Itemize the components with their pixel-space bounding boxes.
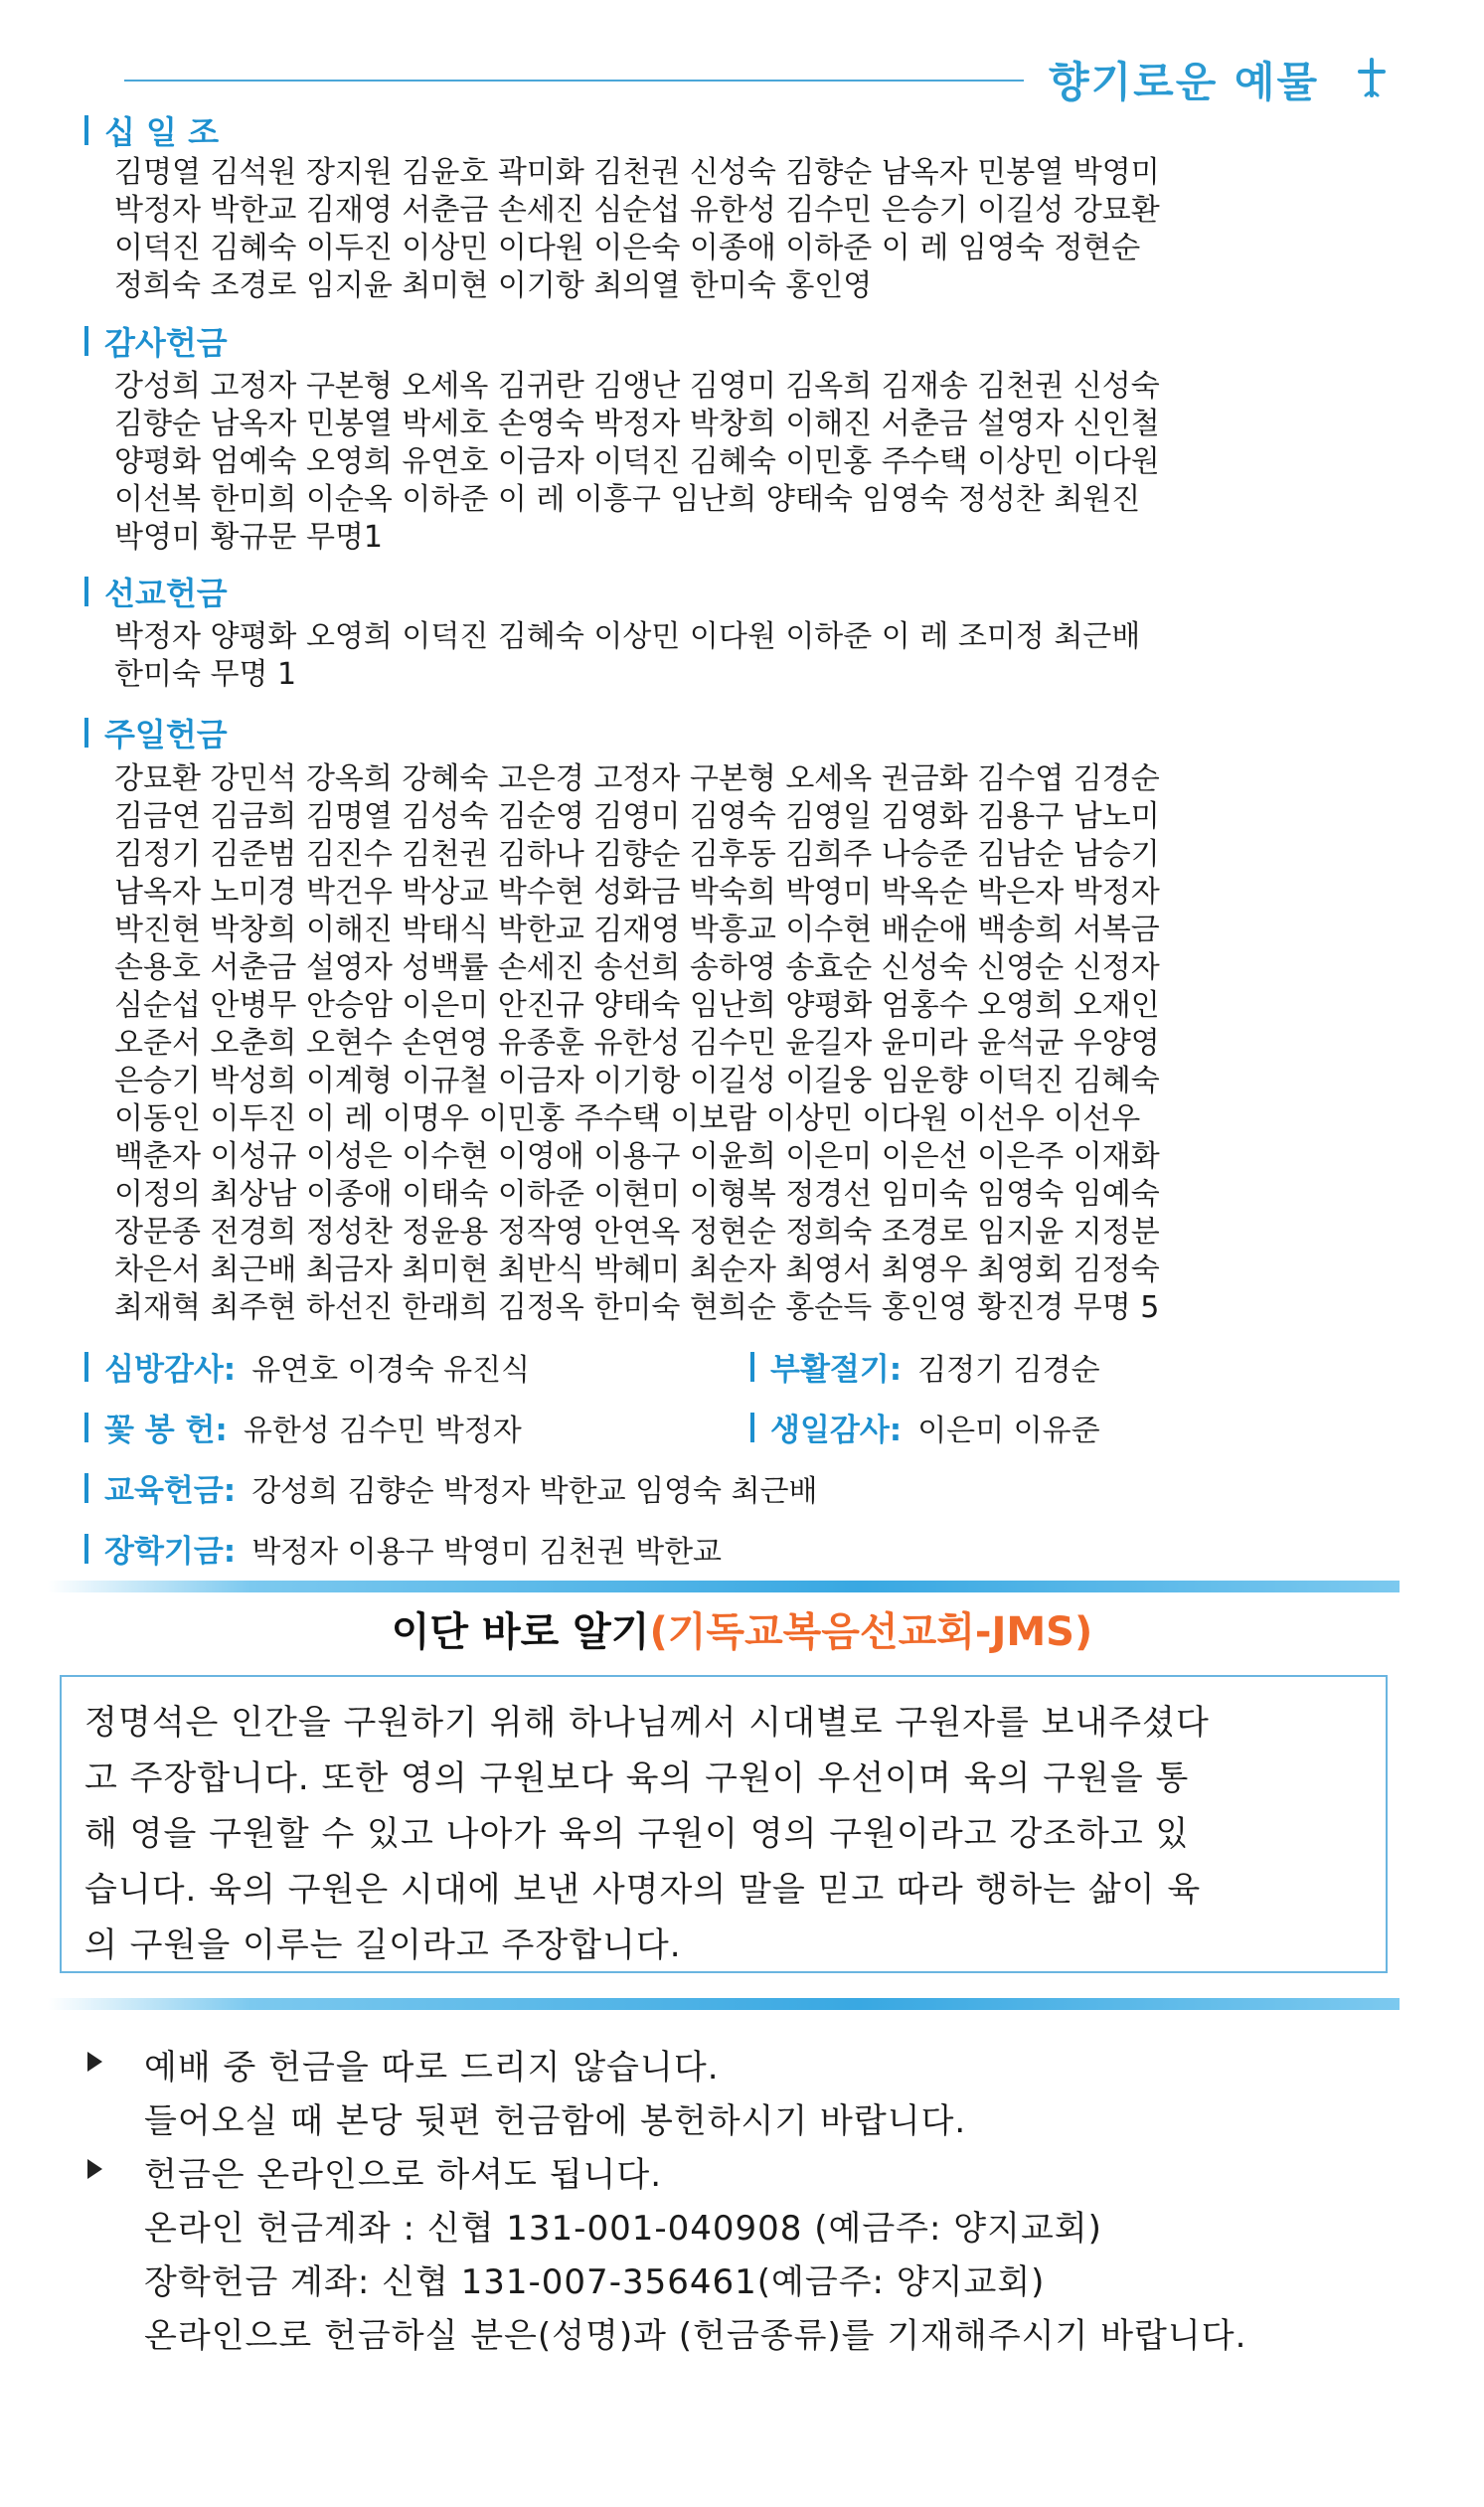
name-row: 이선복 한미희 이순옥 이하준 이 레 이흥구 임난희 양태숙 임영숙 정성찬 최원진: [114, 482, 1141, 517]
section-bar: [84, 1473, 88, 1503]
name-row: 박진현 박창희 이해진 박태식 박한교 김재영 박흥교 이수현 배순애 백송희 서복금: [114, 913, 1160, 947]
header-rule: [124, 80, 1024, 82]
section-bar: [84, 115, 88, 145]
section-label: 주일헌금: [104, 716, 228, 753]
name-row: 이정의 최상남 이종애 이태숙 이하준 이현미 이형복 정경선 임미숙 임영숙 임예숙: [114, 1177, 1160, 1212]
section-names: 유한성 김수민 박정자: [243, 1413, 522, 1448]
name-row: 이동인 이두진 이 레 이명우 이민홍 주수택 이보람 이상민 이다원 이선우 이선우: [114, 1101, 1141, 1136]
section-names: 박정자 이용구 박영미 김천권 박한교: [251, 1534, 723, 1570]
section-names: 유연호 이경숙 유진식: [251, 1352, 531, 1388]
section-label: 교육헌금:: [104, 1473, 237, 1509]
section-bar: [84, 1534, 88, 1564]
page-title: 향기로운 예물: [1049, 58, 1320, 106]
section-names: 이은미 이유준: [917, 1413, 1100, 1448]
section-label: 선교헌금: [104, 575, 228, 612]
section-label: 장학기금:: [104, 1534, 237, 1570]
section-education: [84, 1465, 818, 1510]
section-bar: [84, 577, 88, 606]
name-row: 장문종 전경희 정성찬 정윤용 정작영 안연옥 정현순 정희숙 조경로 임지윤 지정분: [114, 1215, 1160, 1250]
section-birthday: [750, 1405, 1100, 1449]
section-thanks-heading: [84, 318, 228, 364]
section-scholarship: [84, 1526, 722, 1571]
name-row: 은승기 박성희 이계형 이규철 이금자 이기항 이길성 이길웅 임운향 이덕진 김혜숙: [114, 1064, 1160, 1098]
name-row: 박정자 박한교 김재영 서춘금 손세진 심순섭 유한성 김수민 은승기 이길성 강묘환: [114, 193, 1160, 228]
cult-info-line: 고 주장합니다. 또한 영의 구원보다 육의 구원이 우선이며 육의 구원을 통: [84, 1758, 1190, 1798]
name-row: 강성희 고정자 구본형 오세옥 김귀란 김앵난 김영미 김옥희 김재송 김천권 신성숙: [114, 369, 1160, 404]
notice-line: 헌금은 온라인으로 하셔도 됩니다.: [144, 2155, 663, 2195]
section-names: 강성희 김향순 박정자 박한교 임영숙 최근배: [251, 1473, 818, 1509]
cross-icon: [1354, 56, 1390, 99]
notice-line: 들어오실 때 본당 뒷편 헌금함에 봉헌하시기 바랍니다.: [144, 2101, 967, 2141]
section-divider: [48, 1998, 1400, 2010]
name-row: 심순섭 안병무 안승암 이은미 안진규 양태숙 임난희 양평화 엄홍수 오영희 오재인: [114, 988, 1160, 1023]
name-row: 박정자 양평화 오영희 이덕진 김혜숙 이상민 이다원 이하준 이 레 조미정 최근배: [114, 619, 1141, 654]
bullet-arrow-icon: [87, 2052, 102, 2072]
notice-line: 온라인 헌금계좌 : 신협 131-001-040908 (예금주: 양지교회): [144, 2209, 1102, 2249]
section-bar: [750, 1413, 754, 1442]
cult-info-line: 해 영을 구원할 수 있고 나아가 육의 구원이 영의 구원이라고 강조하고 있: [84, 1814, 1190, 1854]
name-row: 김향순 남옥자 민봉열 박세호 손영숙 박정자 박창희 이해진 서춘금 설영자 신인철: [114, 407, 1160, 441]
notice-line: 온라인으로 헌금하실 분은(성명)과 (헌금종류)를 기재해주시기 바랍니다.: [144, 2316, 1247, 2356]
section-bar: [84, 326, 88, 356]
name-row: 차은서 최근배 최금자 최미현 최반식 박혜미 최순자 최영서 최영우 최영회 김정숙: [114, 1253, 1160, 1287]
notice-line: 장학헌금 계좌: 신협 131-007-356461(예금주: 양지교회): [144, 2262, 1046, 2302]
name-row: 정희숙 조경로 임지윤 최미현 이기항 최의열 한미숙 홍인영: [114, 268, 873, 303]
section-label: 부활절기:: [770, 1352, 903, 1388]
section-easter: [750, 1344, 1100, 1389]
section-bar: [84, 1352, 88, 1382]
section-names: 김정기 김경순: [917, 1352, 1100, 1388]
section-bar: [84, 1413, 88, 1442]
cult-info-title: [0, 1600, 1484, 1657]
cult-info-title-main: 이단 바로 알기: [391, 1609, 650, 1655]
section-divider: [48, 1581, 1400, 1592]
section-mission-heading: [84, 569, 228, 614]
section-tithe-heading: [84, 107, 219, 153]
name-row: 손용호 서춘금 설영자 성백률 손세진 송선희 송하영 송효순 신성숙 신영순 신정자: [114, 950, 1160, 985]
name-row: 박영미 황규문 무명1: [114, 520, 383, 555]
cult-info-line: 정명석은 인간을 구원하기 위해 하나님께서 시대별로 구원자를 보내주셨다: [84, 1703, 1210, 1743]
name-row: 김정기 김준범 김진수 김천권 김하나 김향순 김후동 김희주 나승준 김남순 남승기: [114, 837, 1160, 872]
name-row: 한미숙 무명 1: [114, 657, 297, 692]
name-row: 김명열 김석원 장지원 김윤호 곽미화 김천권 신성숙 김향순 남옥자 민봉열 박영미: [114, 155, 1160, 190]
bullet-arrow-icon: [87, 2159, 102, 2179]
cult-info-title-sub: (기독교복음선교회-JMS): [649, 1609, 1093, 1655]
name-row: 이덕진 김혜숙 이두진 이상민 이다원 이은숙 이종애 이하준 이 레 임영숙 정현순: [114, 231, 1141, 265]
section-label: 감사헌금: [104, 324, 228, 362]
cult-info-line: 습니다. 육의 구원은 시대에 보낸 사명자의 말을 믿고 따라 행하는 삶이 육: [84, 1870, 1202, 1910]
name-row: 김금연 김금희 김명열 김성숙 김순영 김영미 김영숙 김영일 김영화 김용구 남노미: [114, 799, 1160, 834]
section-label: 생일감사:: [770, 1413, 903, 1448]
section-label: 십 일 조: [104, 113, 220, 151]
notice-line: 예배 중 헌금을 따로 드리지 않습니다.: [144, 2048, 720, 2088]
section-flowers: [84, 1405, 522, 1449]
section-bar: [750, 1352, 754, 1382]
name-row: 최재혁 최주현 하선진 한래희 김정옥 한미숙 현희순 홍순득 홍인영 황진경 무명 5: [114, 1290, 1160, 1325]
name-row: 남옥자 노미경 박건우 박상교 박수현 성화금 박숙희 박영미 박옥순 박은자 박정자: [114, 875, 1160, 910]
section-visit: [84, 1344, 530, 1389]
name-row: 양평화 엄예숙 오영희 유연호 이금자 이덕진 김혜숙 이민홍 주수택 이상민 이다원: [114, 444, 1160, 479]
section-label: 심방감사:: [104, 1352, 237, 1388]
name-row: 오준서 오춘희 오현수 손연영 유종훈 유한성 김수민 윤길자 윤미라 윤석균 우양영: [114, 1026, 1160, 1061]
section-label: 꽃 봉 헌:: [104, 1413, 228, 1448]
section-bar: [84, 718, 88, 748]
section-sunday-heading: [84, 710, 228, 755]
cult-info-line: 의 구원을 이루는 길이라고 주장합니다.: [84, 1925, 682, 1965]
name-row: 백춘자 이성규 이성은 이수현 이영애 이용구 이윤희 이은미 이은선 이은주 이재화: [114, 1139, 1160, 1174]
name-row: 강묘환 강민석 강옥희 강혜숙 고은경 고정자 구본형 오세옥 권금화 김수엽 김경순: [114, 761, 1160, 796]
